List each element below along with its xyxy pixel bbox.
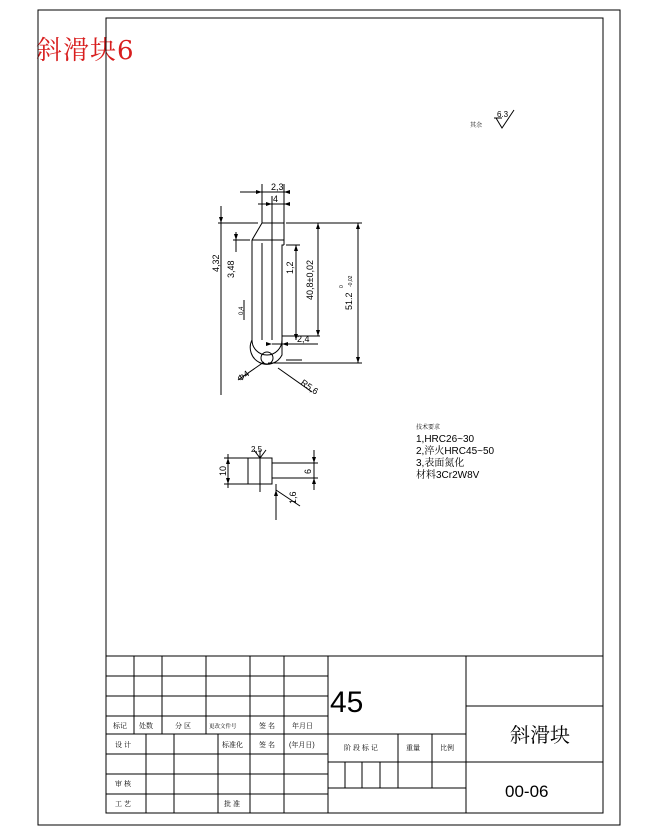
- main-view: [218, 184, 362, 395]
- dim-4-32: 4,32: [211, 254, 221, 272]
- dim-4: 4: [273, 194, 279, 204]
- dim-r5-6: R5,6: [298, 377, 321, 397]
- label-review: 审 核: [115, 781, 131, 788]
- dim-2-4: 2,4: [297, 334, 310, 344]
- label-design: 设 计: [115, 742, 131, 749]
- label-date2: (年月日): [289, 742, 315, 749]
- dim-10: 10: [218, 465, 228, 476]
- label-standard: 标准化: [222, 742, 243, 749]
- dim-51-2-lower: -0,02: [348, 275, 354, 287]
- dim-0-4: 0,4: [239, 306, 245, 315]
- dim-6: 6: [303, 468, 313, 474]
- label-sign2: 签 名: [259, 742, 275, 749]
- dim-51-2-upper: 0: [339, 285, 345, 288]
- roughness-label: 其余: [470, 123, 483, 129]
- label-approve: 批 准: [224, 801, 240, 808]
- dim-3-48: 3,48: [226, 260, 236, 278]
- label-date: 年月日: [292, 723, 313, 730]
- label-process: 工 艺: [115, 801, 131, 808]
- dim-51-2: 51.2: [344, 292, 354, 310]
- label-count: 处数: [139, 723, 153, 730]
- dim-2-3: 2,3: [271, 182, 284, 192]
- note-4: 材料3Cr2W8V: [416, 470, 480, 481]
- label-scale: 比例: [440, 745, 454, 752]
- label-stage: 阶 段 标 记: [344, 745, 378, 752]
- dim-1-6: 1,6: [288, 491, 298, 504]
- dim-1-2: 1,2: [285, 261, 295, 274]
- label-mark: 标记: [113, 723, 127, 730]
- drawing-number-text: 00-06: [505, 782, 549, 801]
- note-1: 1,HRC26~30: [416, 434, 475, 445]
- note-2: 2,淬火HRC45~50: [416, 446, 495, 457]
- notes-heading: 技术要求: [416, 425, 441, 431]
- dim-phi4: Φ4: [235, 368, 252, 384]
- dimension-arrows: [219, 190, 360, 363]
- note-3: 3,表面氮化: [416, 458, 465, 469]
- label-change-doc: 更改文件号: [209, 724, 237, 730]
- watermark-title: 斜滑块6: [36, 36, 135, 66]
- dim-40-8: 40,8±0,02: [305, 260, 315, 300]
- label-weight: 重量: [406, 745, 420, 752]
- label-zone: 分 区: [175, 723, 191, 730]
- section-view: [224, 450, 318, 520]
- outer-border: [38, 10, 620, 825]
- material-text: 45: [330, 686, 364, 719]
- part-name-text: 斜滑块: [510, 725, 570, 747]
- roughness-value: 6.3: [497, 110, 509, 119]
- dim-2-5: 2,5: [251, 445, 263, 454]
- label-sign: 签 名: [259, 723, 275, 730]
